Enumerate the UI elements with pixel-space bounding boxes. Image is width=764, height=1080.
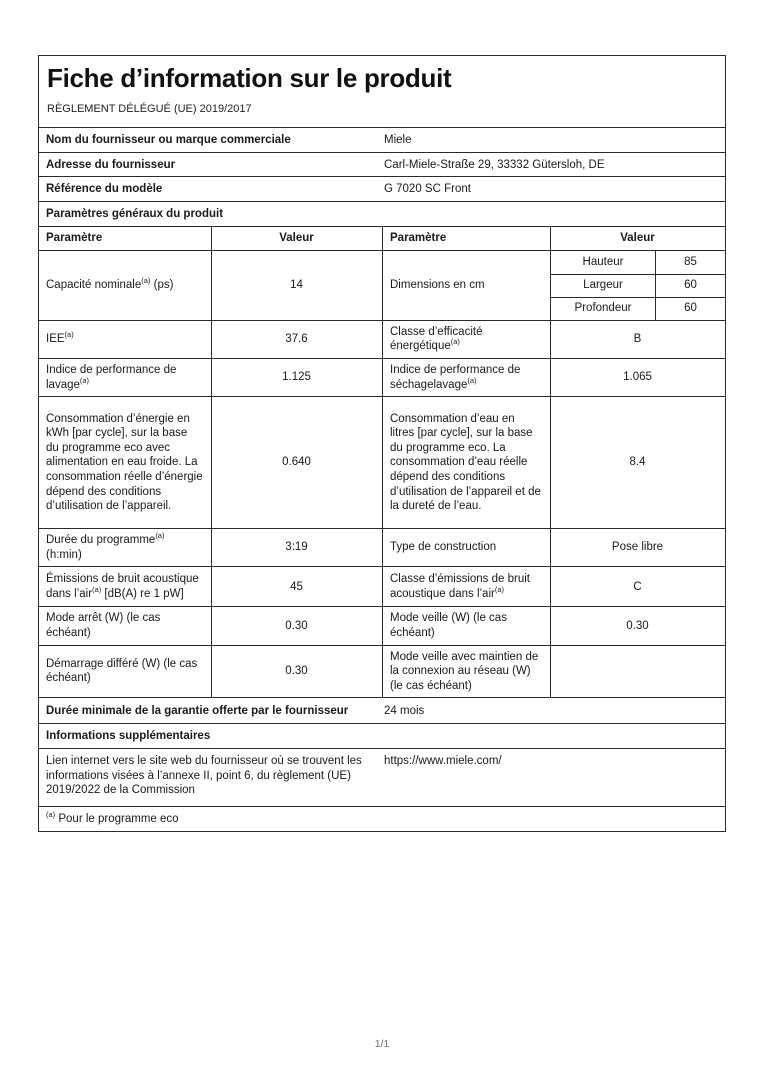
delayedstart-networkedstandby-row — [39, 645, 725, 698]
noise-row — [39, 566, 725, 606]
program-duration-label: Durée du programme$^{(a)}$ (h:min) — [46, 531, 165, 561]
document-title: Fiche d’information sur le produit — [47, 63, 452, 93]
supplier-address-label: Adresse du fournisseur — [46, 158, 176, 171]
additional-info-section-header — [39, 723, 725, 748]
dimension-width-label: Largeur — [583, 279, 623, 292]
header-param-right: Paramètre — [382, 227, 550, 250]
noise-emission-value: 45 — [211, 567, 382, 606]
construction-type-value: Pose libre — [550, 529, 725, 566]
footnote-text: $^{(a)}$ Pour le programme eco — [46, 810, 179, 825]
dimension-height-label: Hauteur — [582, 255, 624, 268]
eei-label: IEE$^{(a)}$ — [46, 330, 74, 346]
header-param-left: Paramètre — [46, 231, 103, 244]
delayed-start-value: 0.30 — [211, 646, 382, 698]
dimension-depth-label: Profondeur — [574, 302, 632, 315]
energy-class-value: B — [550, 321, 725, 358]
dimension-width-value: 60 — [655, 275, 725, 297]
header-value-right: Valeur — [550, 227, 725, 250]
supplier-name-row — [39, 127, 725, 152]
off-mode-value: 0.30 — [211, 607, 382, 644]
model-reference-row — [39, 176, 725, 201]
parameters-header-row — [39, 226, 725, 250]
standby-value: 0.30 — [550, 607, 725, 644]
energy-consumption-label: Consommation d’énergie en kWh [par cycle], sur la base du programme eco avec alimentation en eau froide. La consommation réelle d’énergie dépend des conditions d’utilisation de l’appareil. — [46, 412, 203, 513]
capacity-dimensions-row — [39, 250, 725, 320]
supplier-address-value: Carl-Miele-Straße 29, 33332 Gütersloh, DE — [384, 158, 605, 171]
performance-index-row — [39, 358, 725, 396]
general-parameters-section-title: Paramètres généraux du produit — [46, 207, 224, 220]
regulation-reference: RÈGLEMENT DÉLÉGUÉ (UE) 2019/2017 — [47, 102, 252, 115]
offmode-standby-row — [39, 606, 725, 644]
guarantee-row — [39, 697, 725, 723]
dimension-width-row — [551, 274, 725, 297]
supplier-link-value: https://www.miele.com/ — [384, 754, 502, 767]
model-reference-value: G 7020 SC Front — [384, 183, 471, 196]
dimension-depth-row — [551, 297, 725, 320]
dimension-height-row — [551, 251, 725, 274]
noise-class-value: C — [550, 567, 725, 606]
cleaning-index-value: 1.125 — [211, 359, 382, 396]
water-consumption-label: Consommation d’eau en litres [par cycle], sur la base du programme eco. La consommation d’eau réelle dépend des conditions d’utilisation de l’appareil et de la dureté de l’eau. — [382, 397, 550, 528]
supplier-link-label: Lien internet vers le site web du fournisseur où se trouvent les informations visées à l’annexe II, point 6, du règlement (UE) 2019/2022 de la Commission — [46, 754, 362, 797]
program-duration-value: 3:19 — [211, 529, 382, 566]
dimension-depth-value: 60 — [655, 298, 725, 320]
dimension-height-value: 85 — [655, 251, 725, 274]
energy-class-label: Classe d’efficacité énergétique$^{(a)}$ — [382, 321, 550, 358]
model-reference-label: Référence du modèle — [46, 183, 163, 196]
drying-index-value: 1.065 — [550, 359, 725, 396]
capacity-value: 14 — [211, 251, 382, 320]
dimensions-table — [550, 251, 725, 320]
additional-info-section-title: Informations supplémentaires — [46, 730, 211, 743]
standby-label: Mode veille (W) (le cas échéant) — [382, 607, 550, 644]
capacity-label: Capacité nominale$^{(a)}$ (ps) — [46, 276, 174, 291]
networked-standby-label: Mode veille avec maintien de la connexion au réseau (W) (le cas échéant) — [382, 646, 550, 698]
supplier-address-row — [39, 152, 725, 177]
eei-value: 37.6 — [211, 321, 382, 358]
general-parameters-section-header — [39, 201, 725, 226]
consumption-row — [39, 396, 725, 528]
footnote-row — [39, 806, 725, 831]
product-fiche-document — [38, 55, 726, 832]
energy-consumption-value: 0.640 — [211, 397, 382, 528]
off-mode-label: Mode arrêt (W) (le cas échéant) — [46, 612, 161, 639]
guarantee-label: Durée minimale de la garantie offerte par le fournisseur — [46, 705, 349, 718]
supplier-link-row — [39, 748, 725, 806]
drying-index-label: Indice de performance de séchagelavage$^{(a)}$ — [382, 359, 550, 396]
networked-standby-value — [550, 646, 725, 698]
header-value-left: Valeur — [211, 227, 382, 250]
supplier-name-label: Nom du fournisseur ou marque commerciale — [46, 134, 291, 146]
supplier-name-value: Miele — [384, 134, 412, 146]
guarantee-value: 24 mois — [384, 705, 425, 718]
water-consumption-value: 8.4 — [550, 397, 725, 528]
noise-emission-label: Émissions de bruit acoustique dans l’air$^{(a)}$ [dB(A) re 1 pW] — [46, 573, 199, 600]
title-block — [39, 56, 725, 127]
dimensions-label: Dimensions en cm — [382, 251, 550, 320]
eei-energyclass-row — [39, 320, 725, 358]
cleaning-index-label: Indice de performance de lavage$^{(a)}$ — [46, 363, 177, 391]
construction-type-label: Type de construction — [382, 529, 550, 566]
duration-construction-row — [39, 528, 725, 566]
page-number: 1/1 — [374, 1038, 390, 1050]
noise-class-label: Classe d’émissions de bruit acoustique dans l’air$^{(a)}$ — [382, 567, 550, 606]
delayed-start-label: Démarrage différé (W) (le cas échéant) — [46, 657, 198, 685]
